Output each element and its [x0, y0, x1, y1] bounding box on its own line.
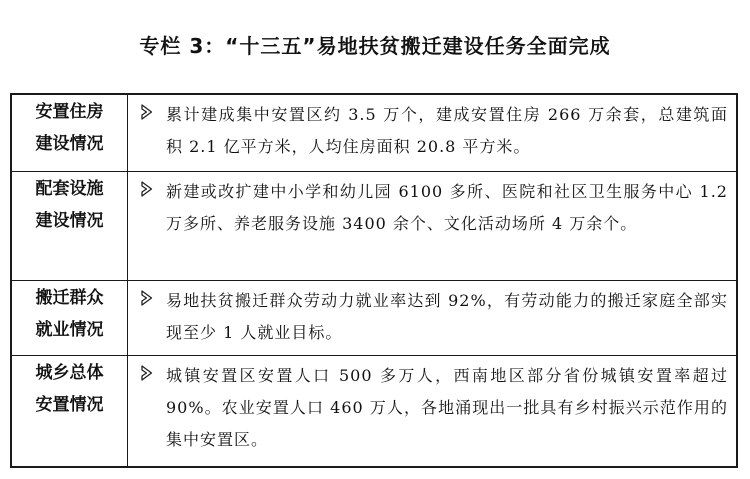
arrow-bullet-icon [128, 281, 166, 306]
table-row [11, 281, 737, 356]
row-label [11, 356, 128, 468]
row-label-line: 安置住房 [35, 102, 104, 122]
row-content [128, 172, 738, 281]
page-title: 专栏 3：“十三五”易地扶贫搬迁建设任务全面完成 [139, 34, 611, 58]
arrow-bullet-icon [128, 356, 166, 381]
row-label [11, 94, 128, 172]
row-content [128, 94, 738, 172]
row-label-line: 建设情况 [35, 134, 104, 154]
row-label-line: 搬迁群众 [35, 288, 104, 308]
row-text: 累计建成集中安置区约 3.5 万个，建成安置住房 266 万余套，总建筑面积 2.1 亿平方米，人均住房面积 20.8 平方米。 [166, 105, 728, 156]
table-row [11, 94, 737, 172]
row-label-line: 安置情况 [35, 395, 104, 415]
row-text: 新建或改扩建中小学和幼儿园 6100 多所、医院和社区卫生服务中心 1.2 万多所、养老服务设施 3400 余个、文化活动场所 4 万余个。 [166, 182, 728, 233]
table-row [11, 356, 737, 468]
row-label-line: 就业情况 [35, 320, 104, 340]
row-content [128, 356, 738, 468]
arrow-bullet-icon [128, 172, 166, 197]
row-text: 易地扶贫搬迁群众劳动力就业率达到 92%，有劳动能力的搬迁家庭全部实现至少 1 人就业目标。 [166, 291, 728, 342]
row-label-line: 城乡总体 [35, 363, 104, 383]
arrow-bullet-icon [128, 95, 166, 120]
row-content [128, 281, 738, 356]
row-label [11, 172, 128, 281]
info-table [10, 93, 738, 468]
row-text: 城镇安置区安置人口 500 多万人，西南地区部分省份城镇安置率超过 90%。农业安置人口 460 万人，各地涌现出一批具有乡村振兴示范作用的集中安置区。 [166, 366, 728, 449]
row-label [11, 281, 128, 356]
table-row [11, 172, 737, 281]
row-label-line: 配套设施 [35, 179, 104, 199]
row-label-line: 建设情况 [35, 211, 104, 231]
